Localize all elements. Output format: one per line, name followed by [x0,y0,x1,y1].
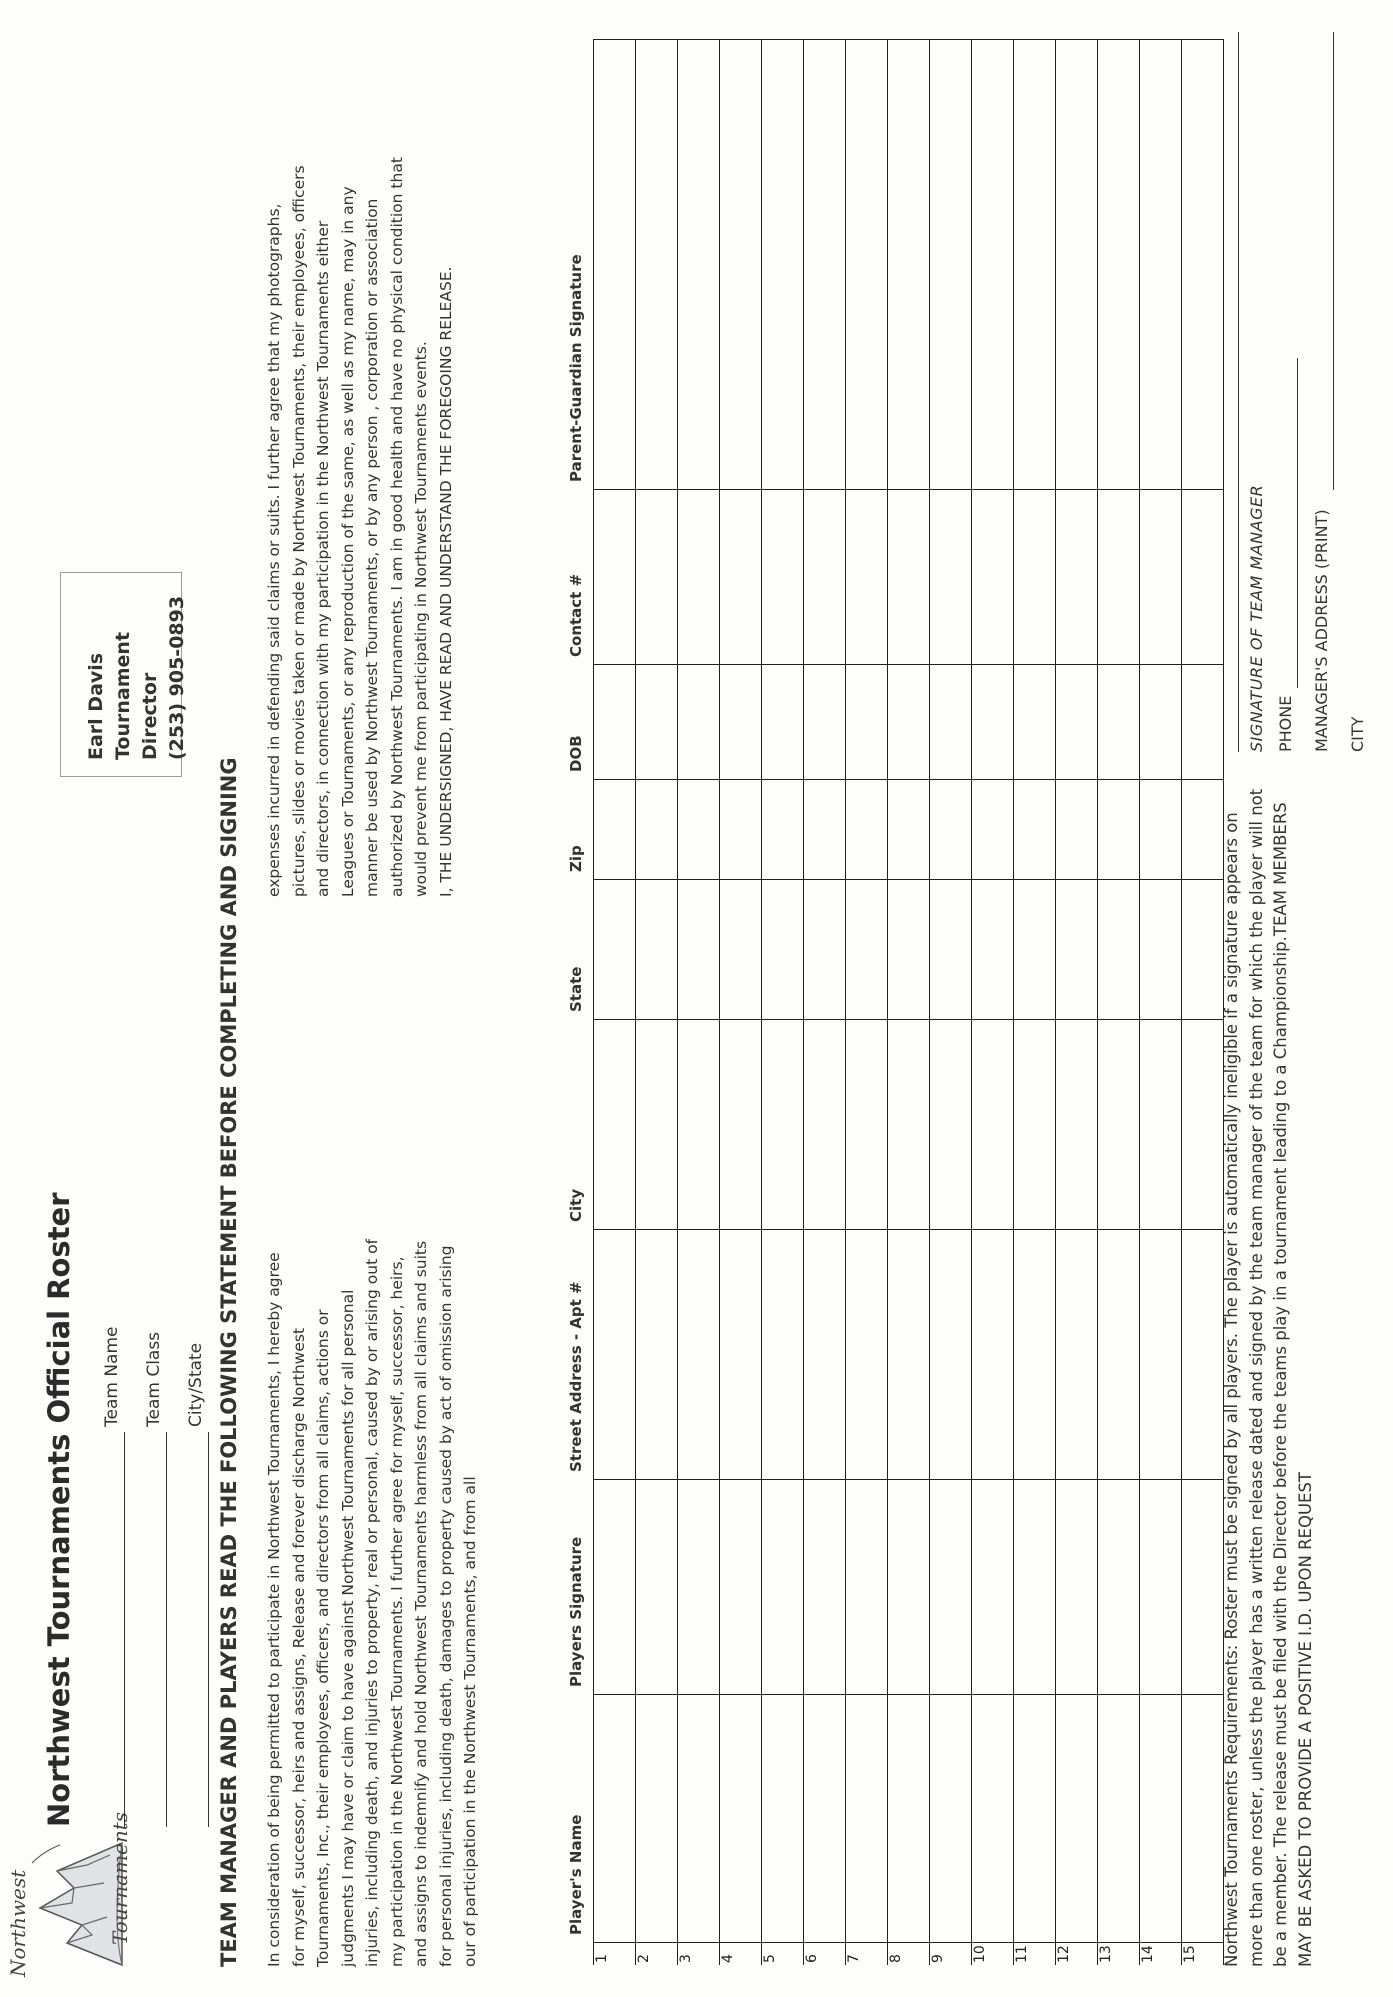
roster-cell[interactable] [1056,1230,1098,1480]
roster-cell[interactable] [972,1020,1014,1230]
roster-cell[interactable] [804,880,846,1020]
roster-cell[interactable] [636,1480,678,1695]
roster-cell[interactable] [804,1480,846,1695]
roster-row [1056,40,1098,1965]
roster-cell[interactable] [594,780,636,880]
roster-cell[interactable] [846,490,888,665]
roster-cell[interactable] [1182,880,1224,1020]
roster-row-number: 5 [762,1943,804,1965]
roster-cell[interactable] [930,1020,972,1230]
roster-cell[interactable] [636,1230,678,1480]
column-header-street-address: Street Address - Apt # [567,1281,585,1472]
roster-cell[interactable] [804,665,846,780]
team-class-field[interactable] [138,1307,180,1827]
roster-cell[interactable] [888,880,930,1020]
director-role: Tournament Director [112,631,161,760]
roster-cell[interactable] [636,490,678,665]
roster-row [636,40,678,1965]
roster-cell[interactable] [1182,1480,1224,1695]
roster-cell[interactable] [762,665,804,780]
roster-cell[interactable] [678,490,720,665]
roster-cell[interactable] [846,1695,888,1943]
roster-cell[interactable] [1098,665,1140,780]
roster-cell[interactable] [720,1695,762,1943]
roster-cell[interactable] [1098,780,1140,880]
roster-cell[interactable] [636,880,678,1020]
roster-cell[interactable] [594,880,636,1020]
roster-row-number: 4 [720,1943,762,1965]
roster-cell[interactable] [1182,1695,1224,1943]
city-state-line[interactable] [208,1432,209,1827]
roster-cell[interactable] [1014,665,1056,780]
roster-cell[interactable] [1014,780,1056,880]
column-header-dob: DOB [567,735,585,772]
roster-row [720,40,762,1965]
roster-cell[interactable] [720,780,762,880]
roster-cell[interactable] [1056,1480,1098,1695]
roster-cell[interactable] [1056,880,1098,1020]
roster-row-number: 3 [678,1943,720,1965]
roster-cell[interactable] [972,665,1014,780]
roster-table [515,40,1224,1966]
roster-requirements-text: Northwest Tournaments Requirements: Roster must be signed by all players. The player is automatically ineligible if a signature appears on more than one roster, unless the player has a written release dated and signed by the team manager of the team for which the player will not be a member. The release must be filed with the Director before the teams play in a tournament leading to a Championship.TEAM MEMBERS MAY BE ASKED TO PROVIDE A POSITIVE I.D. UPON REQUEST [1222,788,1315,1967]
roster-cell[interactable] [1056,665,1098,780]
column-header-contact: Contact # [567,573,585,657]
roster-cell[interactable] [1098,1020,1140,1230]
roster-cell[interactable] [1098,1695,1140,1943]
manager-phone-line[interactable] [1297,358,1298,688]
roster-cell[interactable] [972,880,1014,1020]
team-class-label: Team Class [144,1331,164,1427]
roster-cell[interactable] [594,1695,636,1943]
roster-cell[interactable] [888,1230,930,1480]
roster-cell[interactable] [888,1020,930,1230]
roster-cell[interactable] [930,780,972,880]
manager-address-label: MANAGER'S ADDRESS (PRINT) [1312,509,1331,752]
column-header-city: City [567,1188,585,1222]
roster-cell[interactable] [1098,880,1140,1020]
roster-cell[interactable] [1140,780,1182,880]
row-number-header [515,1943,594,1965]
roster-row-number: 8 [888,1943,930,1965]
roster-cell[interactable] [930,665,972,780]
column-header-zip: Zip [567,845,585,872]
team-name-field[interactable] [96,1307,138,1827]
manager-address-line[interactable] [1333,32,1334,490]
manager-phone-field[interactable] [1276,32,1302,752]
roster-cell[interactable] [720,40,762,490]
roster-cell[interactable] [1182,780,1224,880]
manager-signature-line[interactable] [1220,32,1239,752]
northwest-tournaments-logo [6,1811,132,1983]
roster-cell[interactable] [1140,1695,1182,1943]
roster-cell[interactable] [930,40,972,490]
roster-cell[interactable] [762,780,804,880]
roster-row-number: 2 [636,1943,678,1965]
roster-row [846,40,888,1965]
roster-row-number: 13 [1098,1943,1140,1965]
roster-cell[interactable] [762,1695,804,1943]
column-header-players-name: Player's Name [567,1814,585,1935]
roster-cell[interactable] [1056,1695,1098,1943]
roster-cell[interactable] [678,1020,720,1230]
roster-row [804,40,846,1965]
roster-cell[interactable] [1098,40,1140,490]
release-text-right-body: expenses incurred in defending said claims or suits. I further agree that my photographs, pictures, slides or movies taken or made by Northwest Tournaments, their employees, officers and directors, in connection with my participation in the Northwest Tournaments either Leagues or Tournaments, or any reproduction of the same, as well as my name, may in any manner be used by Northwest Tournaments, or by any person , corporation or association authorized by Northwest Tournaments. I am in good health and have no physical condition that would prevent me from participating in Northwest Tournaments events. [265,157,430,897]
roster-row [594,40,636,1965]
roster-row [678,40,720,1965]
roster-row-number: 12 [1056,1943,1098,1965]
roster-cell[interactable] [1140,1480,1182,1695]
logo-word-bottom: Tournaments [108,1811,132,1945]
roster-cell[interactable] [1140,880,1182,1020]
roster-row-number: 14 [1140,1943,1182,1965]
roster-cell[interactable] [846,1020,888,1230]
roster-row-number: 10 [972,1943,1014,1965]
roster-cell[interactable] [1182,40,1224,490]
column-header-players-signature: Players Signature [567,1536,585,1687]
roster-cell[interactable] [762,1230,804,1480]
roster-cell[interactable] [804,1695,846,1943]
roster-cell[interactable] [930,490,972,665]
roster-row-number: 15 [1182,1943,1224,1965]
logo-word-top: Northwest [6,1869,30,1977]
roster-cell[interactable] [594,490,636,665]
roster-cell[interactable] [1140,1230,1182,1480]
team-fields [96,1307,222,1827]
roster-cell[interactable] [888,1480,930,1695]
roster-cell[interactable] [930,1230,972,1480]
roster-cell[interactable] [594,1480,636,1695]
roster-cell[interactable] [846,880,888,1020]
roster-cell[interactable] [972,780,1014,880]
roster-cell[interactable] [636,1695,678,1943]
roster-cell[interactable] [930,1480,972,1695]
roster-cell[interactable] [762,1480,804,1695]
roster-cell[interactable] [972,40,1014,490]
roster-cell[interactable] [720,490,762,665]
roster-row-number: 7 [846,1943,888,1965]
roster-cell[interactable] [594,1230,636,1480]
manager-signature-block [1220,32,1374,752]
roster-cell[interactable] [678,780,720,880]
roster-row [930,40,972,1965]
roster-cell[interactable] [762,1020,804,1230]
roster-row-number: 11 [1014,1943,1056,1965]
roster-cell[interactable] [846,665,888,780]
roster-cell[interactable] [972,490,1014,665]
roster-cell[interactable] [636,780,678,880]
manager-city-label: CITY [1348,716,1367,752]
roster-cell[interactable] [930,880,972,1020]
roster-cell[interactable] [1014,1020,1056,1230]
roster-row-number: 6 [804,1943,846,1965]
roster-cell[interactable] [678,1480,720,1695]
roster-cell[interactable] [888,665,930,780]
roster-cell[interactable] [1056,40,1098,490]
roster-cell[interactable] [1014,1230,1056,1480]
roster-row [972,40,1014,1965]
roster-cell[interactable] [762,490,804,665]
roster-cell[interactable] [720,1020,762,1230]
roster-row [1014,40,1056,1965]
roster-cell[interactable] [1098,1230,1140,1480]
roster-cell[interactable] [594,665,636,780]
roster-cell[interactable] [1182,490,1224,665]
roster-cell[interactable] [804,1020,846,1230]
column-header-parent-guardian-signature: Parent-Guardian Signature [567,254,585,482]
roster-cell[interactable] [636,1020,678,1230]
roster-cell[interactable] [846,780,888,880]
manager-signature-label: SIGNATURE OF TEAM MANAGER [1247,484,1266,752]
roster-cell[interactable] [1014,1695,1056,1943]
roster-cell[interactable] [1098,1480,1140,1695]
roster-cell[interactable] [888,780,930,880]
roster-cell[interactable] [846,1480,888,1695]
roster-cell[interactable] [1140,665,1182,780]
roster-cell[interactable] [804,40,846,490]
roster-cell[interactable] [804,490,846,665]
roster-cell[interactable] [1140,1020,1182,1230]
roster-cell[interactable] [972,1230,1014,1480]
roster-cell[interactable] [804,1230,846,1480]
roster-cell[interactable] [762,40,804,490]
roster-cell[interactable] [1182,1230,1224,1480]
roster-body [594,40,1224,1965]
roster-cell[interactable] [594,1020,636,1230]
team-class-line[interactable] [166,1432,167,1827]
manager-phone-label: PHONE [1276,695,1295,752]
release-text-left: In consideration of being permitted to participate in Northwest Tournaments, I hereby agree for myself, successor, heirs and assigns, Release and forever discharge Northwest Tournaments, Inc., their employees, officers, and directors from all claims, actions or judgments I may have or claim to have against Northwest Tournaments for all personal injuries, including death, and injuries to property, real or personal, caused by or arising out of my participation in the Northwest Tournaments. I further agree for myself, successor, heirs, and assigns to indemnify and hold Northwest Tournaments harmless from all claims and suits for personal injuries, including death, damages to property caused by act of omission arising our of participation in the Northwest Tournaments, and from all [265,1238,479,1967]
roster-cell[interactable] [1182,1020,1224,1230]
roster-cell[interactable] [720,665,762,780]
roster-cell[interactable] [594,40,636,490]
city-state-field[interactable] [180,1307,222,1827]
roster-row [1182,40,1224,1965]
roster-cell[interactable] [888,1695,930,1943]
roster-cell[interactable] [1182,665,1224,780]
team-name-label: Team Name [102,1326,122,1427]
roster-cell[interactable] [678,1230,720,1480]
roster-cell[interactable] [972,1695,1014,1943]
roster-cell[interactable] [1014,490,1056,665]
roster-cell[interactable] [1014,1480,1056,1695]
roster-cell[interactable] [720,1230,762,1480]
release-text-right [262,157,458,897]
roster-header-row [515,40,594,1965]
city-state-label: City/State [186,1342,206,1427]
manager-address-field[interactable] [1312,32,1338,752]
director-contact-box [60,572,188,777]
director-phone: (253) 905-0893 [166,595,188,760]
roster-cell[interactable] [930,1695,972,1943]
roster-cell[interactable] [1056,780,1098,880]
roster-cell[interactable] [846,40,888,490]
page-title: Northwest Tournaments Official Roster [42,1192,76,1827]
roster-row-number: 1 [594,1943,636,1965]
roster-cell[interactable] [1056,1020,1098,1230]
director-name: Earl Davis [85,652,107,760]
roster-cell[interactable] [678,1695,720,1943]
release-acknowledgement: I, THE UNDERSIGNED, HAVE READ AND UNDERSTAND THE FOREGOING RELEASE. [436,266,455,897]
roster-cell[interactable] [1014,40,1056,490]
roster-cell[interactable] [972,1480,1014,1695]
roster-cell[interactable] [1140,40,1182,490]
roster-cell[interactable] [762,880,804,1020]
roster-cell[interactable] [678,665,720,780]
roster-cell[interactable] [1056,490,1098,665]
roster-row [762,40,804,1965]
manager-city-field[interactable] [1348,32,1374,752]
statement-heading: TEAM MANAGER AND PLAYERS READ THE FOLLOWING STATEMENT BEFORE COMPLETING AND SIGNING [217,757,241,1967]
roster-cell[interactable] [804,780,846,880]
team-name-line[interactable] [124,1432,125,1827]
roster-cell[interactable] [720,880,762,1020]
roster-cell[interactable] [846,1230,888,1480]
roster-cell[interactable] [678,880,720,1020]
roster-cell[interactable] [1014,880,1056,1020]
roster-cell[interactable] [636,665,678,780]
column-header-state: State [567,966,585,1012]
roster-row [888,40,930,1965]
roster-cell[interactable] [888,40,930,490]
roster-row [1140,40,1182,1965]
roster-cell[interactable] [678,40,720,490]
roster-cell[interactable] [636,40,678,490]
roster-row [1098,40,1140,1965]
roster-cell[interactable] [720,1480,762,1695]
roster-cell[interactable] [1140,490,1182,665]
roster-cell[interactable] [888,490,930,665]
roster-cell[interactable] [1098,490,1140,665]
roster-row-number: 9 [930,1943,972,1965]
